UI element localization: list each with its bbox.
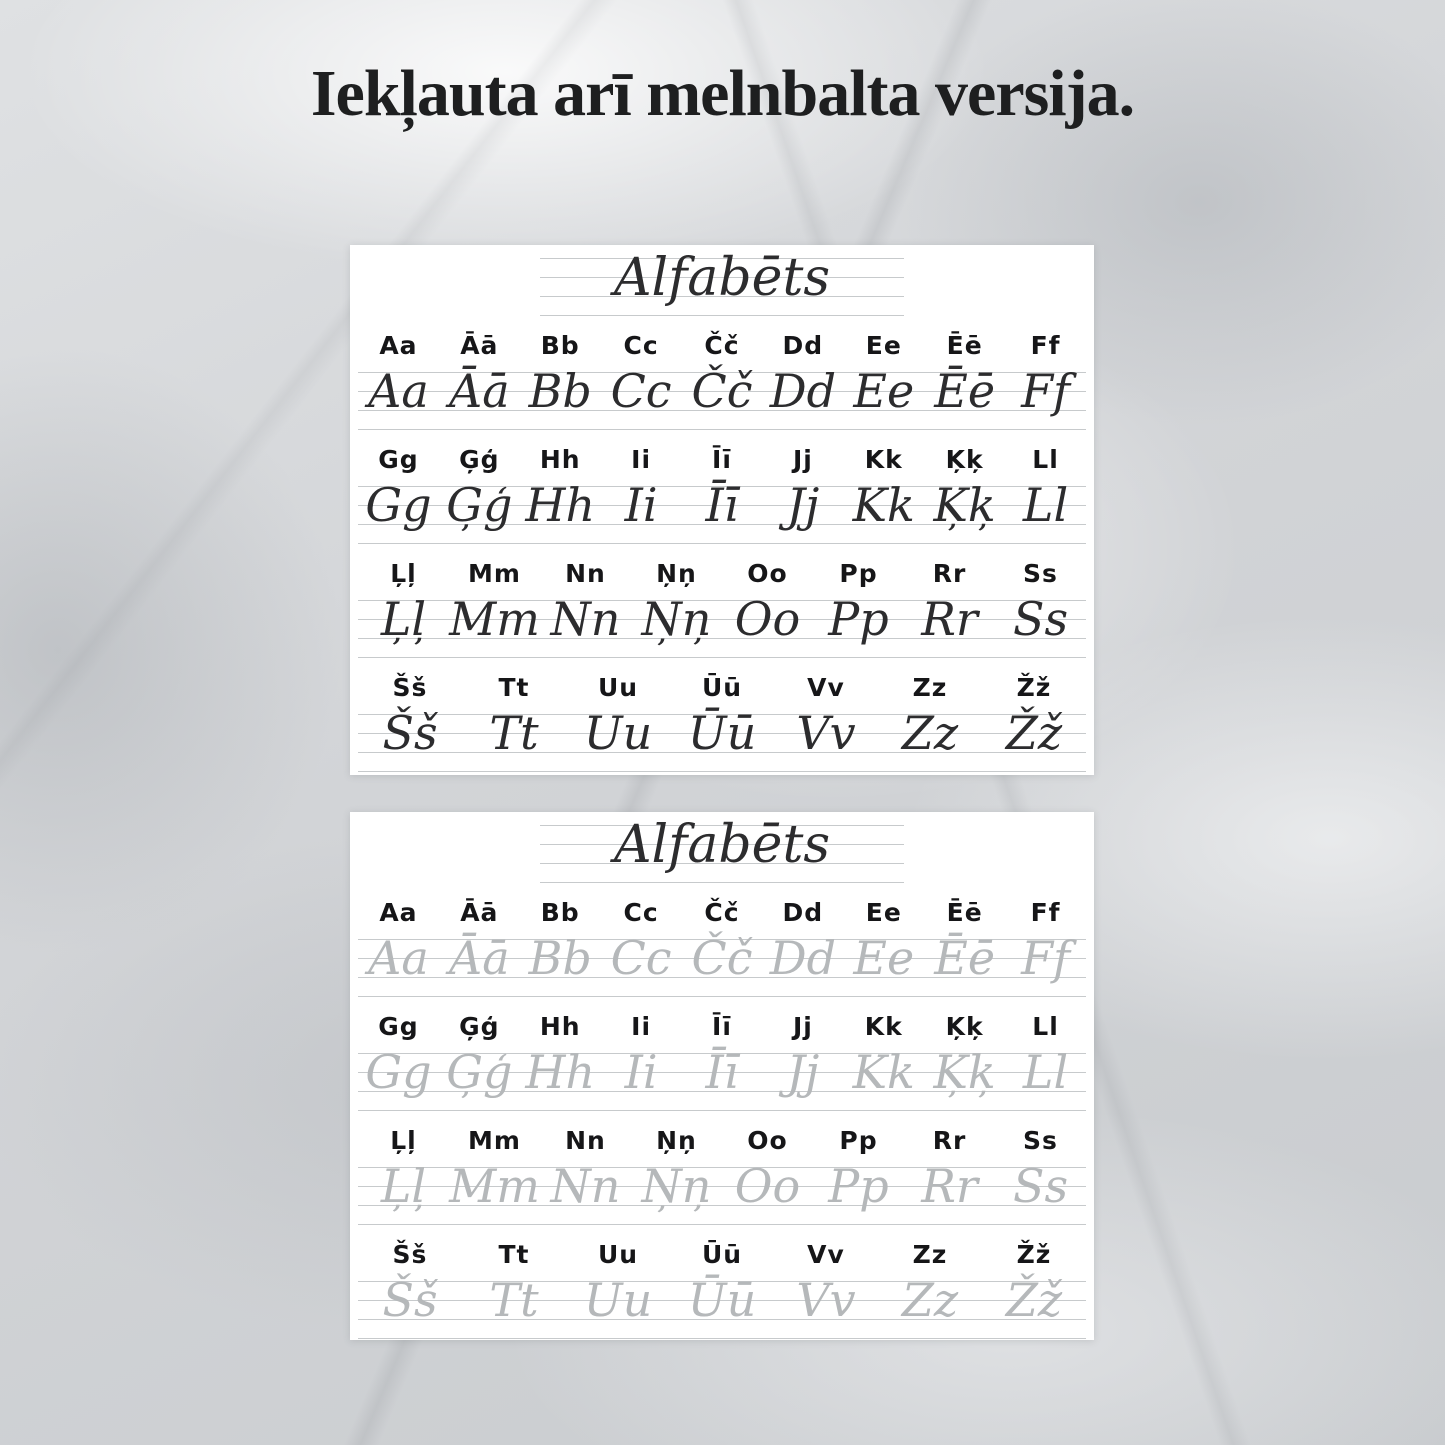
print-letter-pair: Ii (631, 1012, 652, 1041)
print-letter-pair: Čč (704, 331, 740, 360)
cursive-letter-pair: Ļļ (380, 592, 427, 646)
card-title: Alfabēts (613, 815, 831, 875)
cursive-letter-row (350, 931, 1094, 997)
cursive-letter-pair: Hh (525, 1045, 596, 1099)
card-title-block (350, 248, 1094, 316)
print-letter-pair: Gg (378, 445, 419, 474)
cursive-letter-pair: Kk (852, 1045, 915, 1099)
print-letter-row (358, 445, 1086, 475)
letter-row (350, 1240, 1094, 1339)
alphabet-card-gray-traceable (350, 812, 1094, 1340)
cursive-letter-pair: Āā (448, 364, 510, 418)
cursive-letter-pair: Ķķ (933, 478, 996, 532)
print-letter-pair: Ēē (946, 331, 983, 360)
letter-row (350, 559, 1094, 658)
print-letter-pair: Ķķ (945, 445, 984, 474)
print-letter-row (358, 1012, 1086, 1042)
print-letter-pair: Ll (1032, 1012, 1059, 1041)
print-letter-pair: Tt (498, 1240, 530, 1269)
cursive-letter-pair: Nn (550, 1159, 621, 1213)
cursive-letter-pair: Ņņ (641, 1159, 712, 1213)
letter-row (350, 445, 1094, 544)
cursive-letter-pair: Aa (368, 931, 429, 985)
print-letter-pair: Šš (392, 673, 428, 702)
cursive-letter-pair: Vv (796, 1273, 856, 1327)
print-letter-pair: Ii (631, 445, 652, 474)
cursive-letter-pair: Uu (583, 706, 653, 760)
cursive-letter-pair: Ll (1022, 478, 1069, 532)
cursive-letter-pair: Ss (1012, 1159, 1069, 1213)
print-letter-pair: Ss (1023, 559, 1058, 588)
print-letter-row (358, 1240, 1086, 1270)
letter-row (350, 1126, 1094, 1225)
print-letter-pair: Īī (712, 1012, 732, 1041)
cursive-letter-pair: Dd (769, 364, 837, 418)
print-letter-pair: Kk (864, 1012, 903, 1041)
print-letter-pair: Rr (932, 1126, 967, 1155)
cursive-letter-pair: Īī (705, 1045, 739, 1099)
cursive-letter-pair: Čč (691, 931, 753, 985)
cursive-letter-pair: Ee (853, 931, 915, 985)
print-letter-pair: Ss (1023, 1126, 1058, 1155)
cursive-letter-pair: Ee (853, 364, 915, 418)
cursive-letter-row (350, 706, 1094, 772)
cursive-letter-pair: Tt (489, 1273, 539, 1327)
print-letter-pair: Uu (597, 673, 639, 702)
print-letter-pair: Ee (865, 898, 902, 927)
cursive-letter-pair: Pp (828, 1159, 889, 1213)
cursive-letter-pair: Ļļ (380, 1159, 427, 1213)
card-title: Alfabēts (613, 248, 831, 308)
print-letter-pair: Ģģ (459, 445, 500, 474)
cursive-letter-pair: Gg (365, 478, 432, 532)
cursive-letter-pair: Āā (448, 931, 510, 985)
letter-row (350, 1012, 1094, 1111)
print-letter-pair: Ņņ (656, 559, 697, 588)
print-letter-pair: Āā (460, 898, 499, 927)
cursive-letter-row (350, 1045, 1094, 1111)
cursive-letter-pair: Ll (1022, 1045, 1069, 1099)
cursive-letter-pair: Pp (828, 592, 889, 646)
print-letter-pair: Ļļ (390, 559, 417, 588)
cursive-letter-pair: Bb (528, 364, 592, 418)
cursive-letter-pair: Oo (734, 592, 801, 646)
cursive-letter-pair: Mm (449, 592, 540, 646)
letter-row (350, 898, 1094, 997)
print-letter-pair: Oo (747, 559, 788, 588)
cursive-letter-pair: Čč (691, 364, 753, 418)
print-letter-pair: Āā (460, 331, 499, 360)
cursive-letter-pair: Žž (1005, 1273, 1063, 1327)
print-letter-pair: Ķķ (945, 1012, 984, 1041)
print-letter-pair: Pp (839, 1126, 878, 1155)
print-letter-row (358, 898, 1086, 928)
print-letter-pair: Jj (792, 445, 813, 474)
print-letter-row (358, 673, 1086, 703)
print-letter-pair: Žž (1016, 673, 1052, 702)
print-letter-pair: Tt (498, 673, 530, 702)
print-letter-pair: Ūū (701, 673, 743, 702)
cursive-letter-pair: Mm (449, 1159, 540, 1213)
print-letter-pair: Nn (565, 1126, 606, 1155)
print-letter-pair: Ff (1030, 898, 1061, 927)
cursive-letter-pair: Ņņ (641, 592, 712, 646)
cursive-letter-pair: Ff (1021, 931, 1071, 985)
print-letter-pair: Aa (379, 331, 418, 360)
cursive-letter-pair: Cc (610, 364, 672, 418)
cursive-letter-pair: Ēē (934, 931, 996, 985)
cursive-letter-row (350, 478, 1094, 544)
print-letter-pair: Dd (782, 331, 824, 360)
print-letter-row (358, 1126, 1086, 1156)
cursive-letter-row (350, 1273, 1094, 1339)
print-letter-pair: Ģģ (459, 1012, 500, 1041)
cursive-letter-pair: Ģģ (446, 1045, 513, 1099)
cursive-letter-pair: Kk (852, 478, 915, 532)
print-letter-pair: Cc (623, 898, 659, 927)
print-letter-pair: Jj (792, 1012, 813, 1041)
cursive-letter-pair: Zz (901, 706, 959, 760)
cursive-letter-row (350, 592, 1094, 658)
print-letter-pair: Ēē (946, 898, 983, 927)
cursive-letter-pair: Rr (921, 592, 978, 646)
headline: Iekļauta arī melnbalta versija. (310, 57, 1135, 130)
alphabet-card-black (350, 245, 1094, 775)
print-letter-pair: Vv (807, 673, 845, 702)
cursive-letter-pair: Oo (734, 1159, 801, 1213)
cursive-letter-pair: Šš (382, 706, 438, 760)
letter-row (350, 331, 1094, 430)
print-letter-pair: Pp (839, 559, 878, 588)
cursive-letter-pair: Ēē (934, 364, 996, 418)
print-letter-pair: Hh (539, 1012, 581, 1041)
cursive-letter-pair: Zz (901, 1273, 959, 1327)
print-letter-pair: Čč (704, 898, 740, 927)
card-title-block (350, 815, 1094, 883)
print-letter-pair: Mm (468, 559, 521, 588)
print-letter-pair: Cc (623, 331, 659, 360)
cursive-letter-pair: Bb (528, 931, 592, 985)
cursive-letter-pair: Tt (489, 706, 539, 760)
print-letter-pair: Vv (807, 1240, 845, 1269)
print-letter-pair: Ūū (701, 1240, 743, 1269)
cursive-letter-pair: Dd (769, 931, 837, 985)
cursive-letter-pair: Gg (365, 1045, 432, 1099)
cursive-letter-pair: Aa (368, 364, 429, 418)
print-letter-pair: Nn (565, 559, 606, 588)
cursive-letter-pair: Ūū (687, 1273, 757, 1327)
print-letter-row (358, 559, 1086, 589)
print-letter-pair: Hh (539, 445, 581, 474)
cursive-letter-pair: Žž (1005, 706, 1063, 760)
cursive-letter-pair: Uu (583, 1273, 653, 1327)
print-letter-pair: Īī (712, 445, 732, 474)
cursive-letter-pair: Ff (1021, 364, 1071, 418)
print-letter-pair: Uu (597, 1240, 639, 1269)
cursive-letter-pair: Ūū (687, 706, 757, 760)
cursive-letter-pair: Vv (796, 706, 856, 760)
print-letter-pair: Zz (912, 673, 948, 702)
print-letter-pair: Oo (747, 1126, 788, 1155)
print-letter-pair: Bb (540, 331, 580, 360)
print-letter-pair: Žž (1016, 1240, 1052, 1269)
print-letter-pair: Zz (912, 1240, 948, 1269)
print-letter-pair: Dd (782, 898, 824, 927)
cursive-letter-pair: Nn (550, 592, 621, 646)
print-letter-pair: Gg (378, 1012, 419, 1041)
print-letter-pair: Ee (865, 331, 902, 360)
print-letter-pair: Kk (864, 445, 903, 474)
print-letter-pair: Šš (392, 1240, 428, 1269)
cursive-letter-pair: Jj (786, 1045, 820, 1099)
print-letter-pair: Aa (379, 898, 418, 927)
cursive-letter-row (350, 1159, 1094, 1225)
print-letter-pair: Mm (468, 1126, 521, 1155)
cursive-letter-pair: Ss (1012, 592, 1069, 646)
print-letter-pair: Ff (1030, 331, 1061, 360)
print-letter-pair: Rr (932, 559, 967, 588)
cursive-letter-pair: Ii (624, 478, 658, 532)
print-letter-pair: Ņņ (656, 1126, 697, 1155)
cursive-letter-pair: Šš (382, 1273, 438, 1327)
print-letter-pair: Bb (540, 898, 580, 927)
cursive-letter-pair: Īī (705, 478, 739, 532)
cursive-letter-pair: Hh (525, 478, 596, 532)
print-letter-pair: Ļļ (390, 1126, 417, 1155)
cursive-letter-pair: Ķķ (933, 1045, 996, 1099)
letter-row (350, 673, 1094, 772)
cursive-letter-pair: Ģģ (446, 478, 513, 532)
cursive-letter-pair: Rr (921, 1159, 978, 1213)
print-letter-pair: Ll (1032, 445, 1059, 474)
cursive-letter-row (350, 364, 1094, 430)
cursive-letter-pair: Jj (786, 478, 820, 532)
print-letter-row (358, 331, 1086, 361)
cursive-letter-pair: Ii (624, 1045, 658, 1099)
cursive-letter-pair: Cc (610, 931, 672, 985)
